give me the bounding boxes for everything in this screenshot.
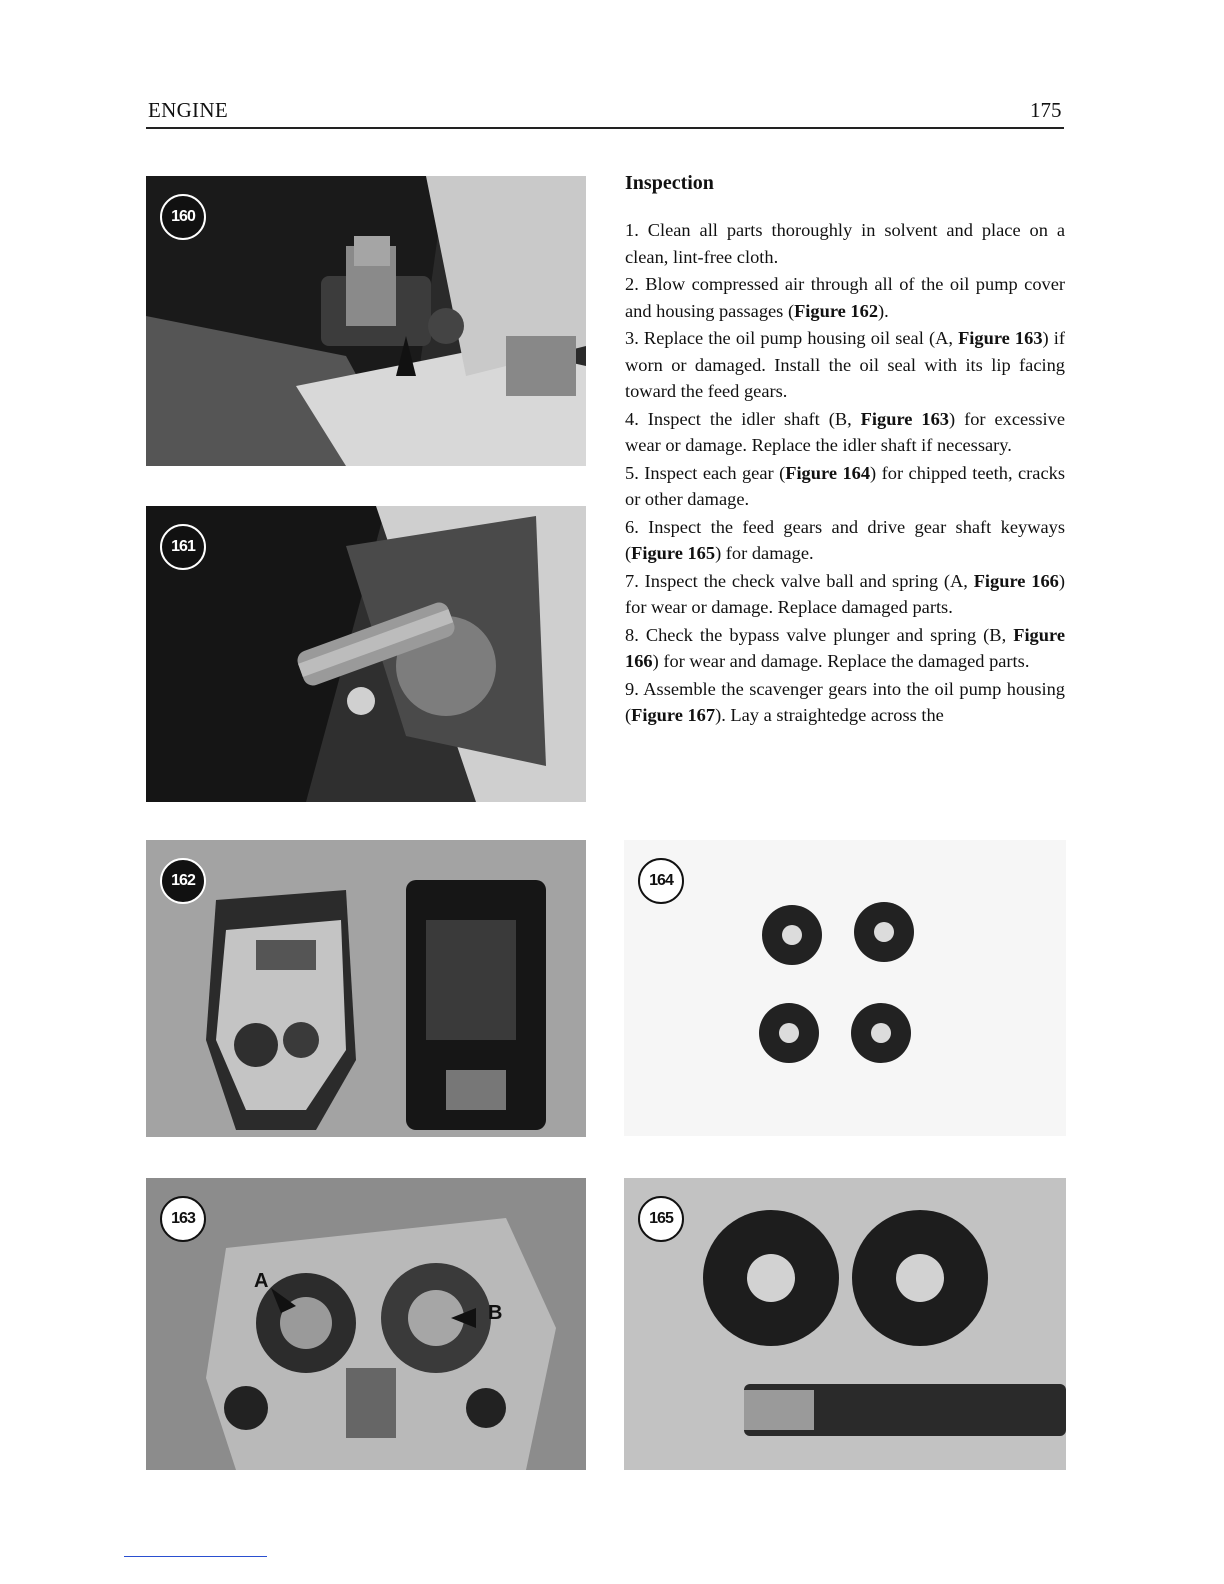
figure-160-photo: [146, 176, 586, 466]
figure-label-badge: 162: [160, 858, 206, 904]
inspection-step: [625, 406, 1065, 459]
step-text: ) for wear and damage. Replace the damaged parts.: [652, 651, 1030, 671]
page-number: 175: [1030, 98, 1062, 122]
figure-165-illustration: [624, 1178, 1066, 1470]
step-text: Inspect each gear (: [644, 462, 786, 483]
step-number: 6.: [625, 516, 639, 537]
footnote-rule: [124, 1556, 267, 1557]
inspection-step: [625, 325, 1065, 405]
step-number: 4.: [625, 408, 639, 429]
figure-164-illustration: [624, 840, 1066, 1136]
step-text: Inspect the check valve ball and spring (A,: [644, 570, 974, 591]
step-text: Inspect the feed gears and drive gear shaft keyways (: [625, 516, 1065, 563]
step-text: Blow compressed air through all of the oil pump cover and housing passages (: [625, 274, 1065, 321]
inspection-step: [625, 568, 1065, 621]
step-text: Replace the oil pump housing oil seal (A,: [643, 328, 959, 348]
figure-163-photo: [146, 1178, 586, 1470]
step-text: ) for chipped teeth, cracks or other damage.: [625, 462, 1065, 509]
step-text: Inspect the idler shaft (B,: [647, 408, 861, 429]
figure-161-illustration: [146, 506, 586, 802]
figure-label-badge: 163: [160, 1196, 206, 1242]
step-text: ) for damage.: [715, 543, 814, 563]
step-number: 2.: [625, 274, 639, 294]
figure-label-badge: 164: [638, 858, 684, 904]
figure-reference: Figure 163: [860, 408, 949, 429]
step-number: 9.: [625, 678, 639, 699]
step-text: ) if worn or damaged. Install the oil seal with its lip facing toward the feed gears.: [625, 328, 1065, 401]
figure-165-photo: [624, 1178, 1066, 1470]
figure-reference: Figure 167: [631, 705, 716, 725]
figure-164-photo: [624, 840, 1066, 1136]
inspection-step: [625, 460, 1065, 513]
inspection-step: [625, 217, 1065, 270]
figure-label-badge: 165: [638, 1196, 684, 1242]
step-text: Clean all parts thoroughly in solvent and place on a clean, lint-free cloth.: [625, 220, 1065, 267]
figure-reference: Figure 166: [625, 624, 1065, 671]
inspection-step: [625, 271, 1065, 324]
figure-reference: Figure 166: [973, 570, 1059, 591]
figure-reference: Figure 163: [958, 328, 1043, 348]
figure-162-illustration: [146, 840, 586, 1137]
step-text: ) for wear or damage. Replace damaged parts.: [625, 570, 1065, 617]
step-text: ) for excessive wear or damage. Replace the idler shaft if necessary.: [625, 408, 1065, 455]
inspection-step: [625, 676, 1065, 729]
callout-label-b: B: [488, 1302, 503, 1324]
inspection-step: [625, 622, 1065, 675]
figure-label-badge: 160: [160, 194, 206, 240]
figure-160-illustration: [146, 176, 586, 466]
step-number: 1.: [625, 220, 639, 240]
step-number: 8.: [625, 624, 639, 645]
section-heading: Inspection: [625, 172, 714, 194]
step-text: Check the bypass valve plunger and spring (B,: [645, 624, 1014, 645]
step-number: 5.: [625, 462, 639, 483]
step-number: 3.: [625, 328, 639, 348]
step-text: ).: [878, 300, 889, 321]
callout-label-a: A: [254, 1270, 269, 1292]
figure-reference: Figure 164: [785, 462, 871, 483]
step-number: 7.: [625, 570, 639, 591]
figure-reference: Figure 165: [631, 543, 716, 563]
step-text: Assemble the scavenger gears into the oil pump housing (: [625, 678, 1065, 725]
header-rule: [146, 127, 1064, 129]
step-text: ). Lay a straightedge across the: [715, 705, 944, 725]
figure-label-badge: 161: [160, 524, 206, 570]
figure-161-photo: [146, 506, 586, 802]
figure-reference: Figure 162: [794, 300, 879, 321]
inspection-section: [625, 172, 1065, 730]
figure-162-photo: [146, 840, 586, 1137]
running-header-title: ENGINE: [148, 98, 228, 122]
figure-163-illustration: [146, 1178, 586, 1470]
inspection-step: [625, 514, 1065, 567]
